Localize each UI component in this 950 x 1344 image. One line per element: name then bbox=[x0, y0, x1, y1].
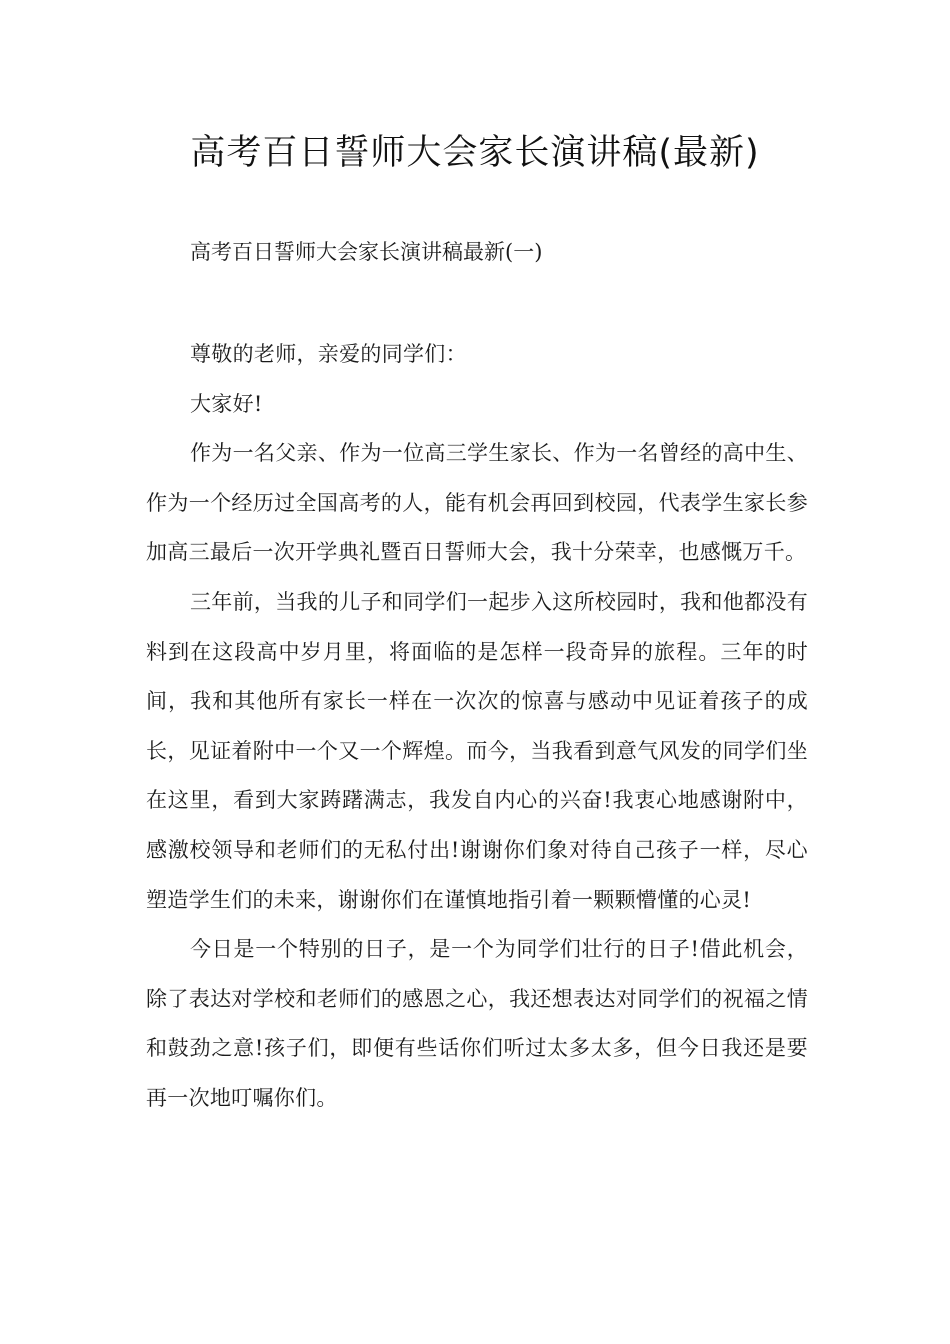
greeting-paragraph: 大家好! bbox=[190, 391, 263, 416]
body-paragraph: 三年前，当我的儿子和同学们一起步入这所校园时，我和他都没有料到在这段高中岁月里，将面临的是怎样一段奇异的旅程。三年的时间，我和其他所有家长一样在一次次的惊喜与感动中见证着孩子的成长，见证着附中一个又一个辉煌。而今，当我看到意气风发的同学们坐在这里，看到大家踌躇满志，我发自内心的兴奋!我衷心地感谢附中，感激校领导和老师们的无私付出!谢谢你们象对待自己孩子一样，尽心塑造学生们的未来，谢谢你们在谨慎地指引着一颗颗懵懂的心灵! bbox=[146, 589, 808, 912]
document-title: 高考百日誓师大会家长演讲稿(最新) bbox=[190, 133, 760, 173]
body-paragraph: 作为一名父亲、作为一位高三学生家长、作为一名曾经的高中生、作为一个经历过全国高考的人，能有机会再回到校园，代表学生家长参加高三最后一次开学典礼暨百日誓师大会，我十分荣幸，也感慨万千。 bbox=[146, 441, 808, 565]
document-subtitle: 高考百日誓师大会家长演讲稿最新(一) bbox=[190, 240, 543, 264]
body-paragraph: 今日是一个特别的日子，是一个为同学们壮行的日子!借此机会，除了表达对学校和老师们的感恩之心，我还想表达对同学们的祝福之情和鼓劲之意!孩子们，即便有些话你们听过太多太多，但今日我还是要再一次地叮嘱你们。 bbox=[146, 937, 808, 1110]
salutation-paragraph: 尊敬的老师，亲爱的同学们： bbox=[190, 342, 467, 366]
document-body bbox=[146, 330, 808, 1124]
